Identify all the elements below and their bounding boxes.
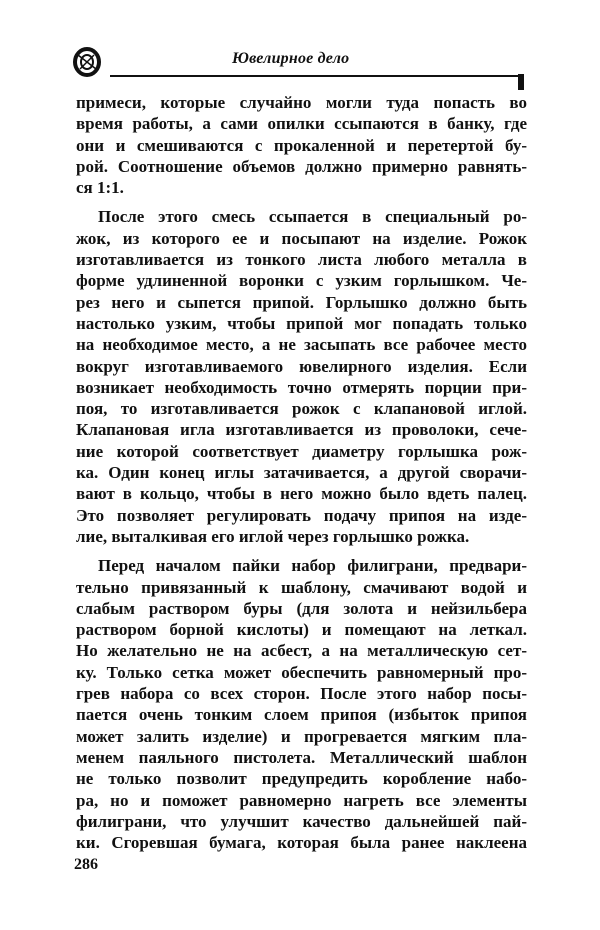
paragraph-3 bbox=[76, 555, 527, 853]
header-rule bbox=[110, 75, 522, 77]
text-line: менем паяльного пистолета. Металлический шаблон bbox=[76, 747, 527, 767]
text-line: возникает необходимость точно отмерять порции при- bbox=[76, 377, 527, 397]
text-line: поя, то изготавливается рожок с клапановой иглой. bbox=[76, 399, 527, 419]
text-line: вокруг изготавливаемого ювелирного изделия. Если bbox=[76, 356, 527, 376]
text-line: на необходимое место, а не засыпать все рабочее место bbox=[76, 335, 527, 355]
text-line: Перед началом пайки набор филиграни, предвари- bbox=[98, 556, 527, 576]
text-line: настолько узким, чтобы припой мог попадать только bbox=[76, 313, 527, 333]
text-line: лие, выталкивая его иглой через горлышко рожка. bbox=[76, 526, 470, 546]
text-line: не только позволит предупредить коробление набо- bbox=[76, 769, 527, 789]
body-text bbox=[76, 92, 527, 853]
text-line: рез него и сыпется припой. Горлышко должно быть bbox=[76, 292, 527, 312]
text-line: раствором борной кислоты) и помещают на леткал. bbox=[76, 620, 527, 640]
text-line: Это позволяет регулировать подачу припоя на изде- bbox=[76, 505, 527, 525]
text-line: тельно привязанный к шаблону, смачивают водой и bbox=[76, 577, 527, 597]
text-line: изготавливается из тонкого листа любого металла в bbox=[76, 250, 527, 270]
text-line: они и смешиваются с прокаленной и перетертой бу- bbox=[76, 135, 527, 155]
page-number: 286 bbox=[74, 856, 98, 873]
text-line: Но желательно не на асбест, а на металлическую сет- bbox=[76, 641, 527, 661]
text-line: ся 1:1. bbox=[76, 178, 124, 198]
text-line: рой. Соотношение объемов должно примерно равнять- bbox=[76, 156, 527, 176]
text-line: жок, из которого ее и посыпают на изделие. Рожок bbox=[76, 228, 527, 248]
running-title: Ювелирное дело bbox=[232, 50, 350, 67]
text-line: может залить изделие) и прогревается мягким пла- bbox=[76, 726, 527, 746]
text-line: ку. Только сетка может обеспечить равномерный про- bbox=[76, 662, 527, 682]
text-line: филиграни, что улучшит качество дальнейшей пай- bbox=[76, 811, 527, 831]
ring-logo-icon bbox=[72, 46, 102, 78]
text-line: ние которой соответствует диаметру горлышка рож- bbox=[76, 441, 527, 461]
text-line: Клапановая игла изготавливается из проволоки, сече- bbox=[76, 420, 527, 440]
text-line: После этого смесь ссыпается в специальный ро- bbox=[98, 207, 527, 227]
text-line: примеси, которые случайно могли туда попасть во bbox=[76, 93, 527, 112]
text-line: грев набора со всех сторон. После этого набор посы- bbox=[76, 684, 527, 704]
text-line: форме удлиненной воронки с узким горлышком. Че- bbox=[76, 271, 527, 291]
text-line: ра, но и поможет равномерно нагреть все элементы bbox=[76, 790, 527, 810]
header-rule-end-mark bbox=[518, 74, 524, 90]
text-line: ки. Сгоревшая бумага, которая была ранее наклеена bbox=[76, 833, 527, 853]
text-line: пается очень тонким слоем припоя (избыток припоя bbox=[76, 705, 527, 725]
paragraph-2 bbox=[76, 206, 527, 547]
text-line: ка. Один конец иглы затачивается, а другой сворачи- bbox=[76, 463, 527, 483]
text-line: время работы, а сами опилки ссыпаются в банку, где bbox=[76, 114, 527, 134]
paragraph-1 bbox=[76, 92, 527, 198]
text-line: слабым раствором буры (для золота и нейзильбера bbox=[76, 598, 527, 618]
running-header bbox=[72, 44, 530, 80]
text-line: вают в кольцо, чтобы в него можно было вдеть палец. bbox=[76, 484, 527, 504]
